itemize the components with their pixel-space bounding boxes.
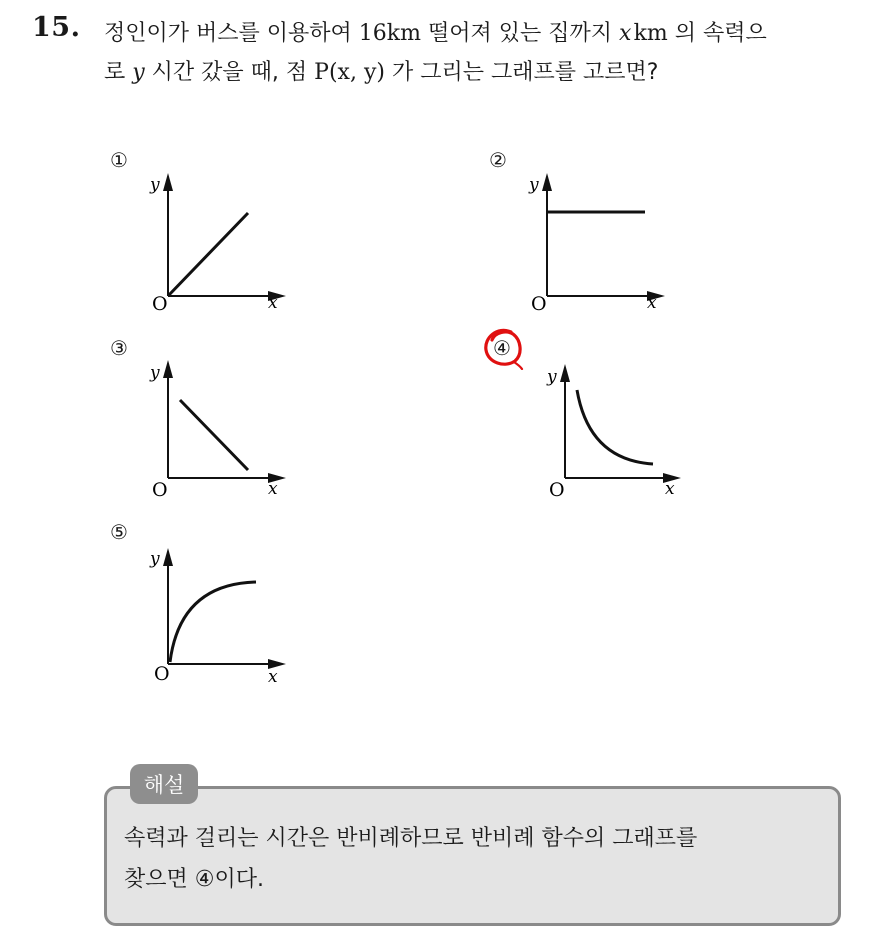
y-axis-label: y [529,175,539,195]
x-axis-label: x [647,293,657,313]
option-number: ④ [493,336,511,360]
x-axis-label: x [665,479,675,499]
text-part: 의 속력으 [667,21,767,46]
y-arrow [542,173,552,191]
option-number: ① [110,148,128,172]
y-axis-label: y [547,367,557,387]
text-part: 가 그리는 그래프를 고르면? [384,60,659,85]
solution-line-1: 속력과 걸리는 시간은 반비례하므로 반비례 함수의 그래프를 [124,826,698,851]
point-p: P(x, y) [314,60,385,85]
origin-label: O [154,663,170,685]
graph-1 [110,148,310,318]
origin-label: O [531,293,547,315]
text-part: 떨어져 있는 집까지 [420,21,619,46]
x-axis-label: x [268,479,278,499]
question-line-2 [104,53,874,92]
solution-tag: 해설 [130,764,198,804]
origin-label: O [549,479,565,501]
variable-y: y [132,60,145,85]
text-part: 로 [104,60,133,85]
graph-curve [168,213,248,296]
question-line-1 [104,14,874,53]
option-number: ③ [110,336,128,360]
unit-km: km [633,21,668,46]
origin-label: O [152,293,168,315]
y-arrow [163,360,173,378]
solution-line-2: 찾으면 ④이다. [124,867,264,892]
solution-text [124,818,834,900]
y-axis-label: y [150,175,160,195]
y-axis-label: y [150,549,160,569]
graph-curve [577,390,653,464]
y-arrow [163,173,173,191]
graph-curve [170,582,256,662]
text-part: 시간 갔을 때, 점 [144,60,315,85]
question-text [104,14,874,92]
graph-curve [180,400,248,470]
origin-label: O [152,479,168,501]
question-number: 15. [32,12,81,43]
y-axis-label: y [150,363,160,383]
option-number: ⑤ [110,520,128,544]
graph-3 [110,336,310,506]
text-part: 정인이가 버스를 이용하여 [104,21,359,46]
y-arrow [163,548,173,566]
option-number: ② [489,148,507,172]
y-arrow [560,364,570,382]
x-axis-label: x [268,293,278,313]
graph-5 [110,520,310,690]
distance-value: 16km [358,21,421,46]
x-axis-label: x [268,667,278,687]
variable-x: x [618,21,632,46]
answer-mark-icon [481,326,525,370]
graph-2 [489,148,689,318]
